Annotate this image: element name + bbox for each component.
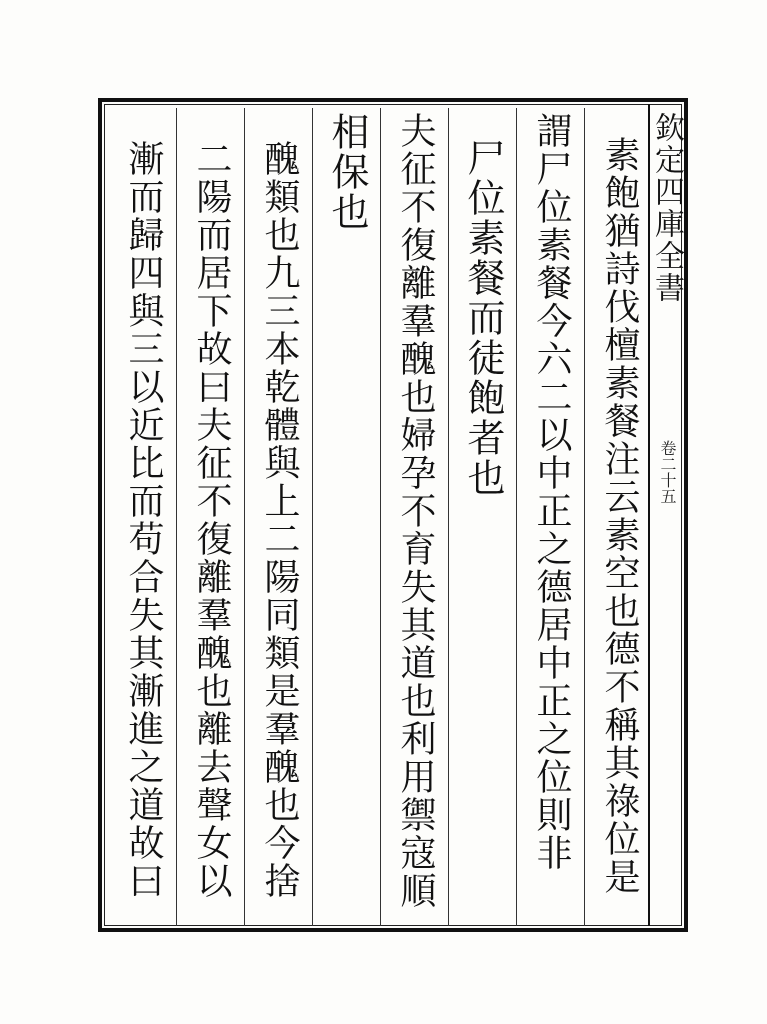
text-column-1: 素飽猶詩伐檀素餐注云素空也德不稱其祿位是 [599,136,640,896]
column-rule [176,108,177,926]
text-column-6: 醜類也九三本乾體與上二陽同類是羣醜也今捨 [259,140,300,900]
book-title: 欽定四庫全書 [649,112,684,304]
text-column-4: 夫征不復離羣醜也婦孕不育失其道也利用禦寇順 [395,112,436,910]
text-column-2: 謂尸位素餐今六二以中正之德居中正之位則非 [531,112,572,872]
text-column-7: 二陽而居下故曰夫征不復離羣醜也離去聲女以 [191,140,232,900]
text-column-8: 漸而歸四與三以近比而苟合失其漸進之道故曰 [123,140,164,900]
column-rule [584,108,585,926]
column-rule [448,108,449,926]
column-rule [516,108,517,926]
column-rule [244,108,245,926]
column-rule [312,108,313,926]
text-column-3: 尸位素餐而徒飽者也 [461,138,505,498]
text-column-5: 相保也 [325,112,369,232]
column-rule [380,108,381,926]
volume-label: 卷二十五 [658,440,677,504]
